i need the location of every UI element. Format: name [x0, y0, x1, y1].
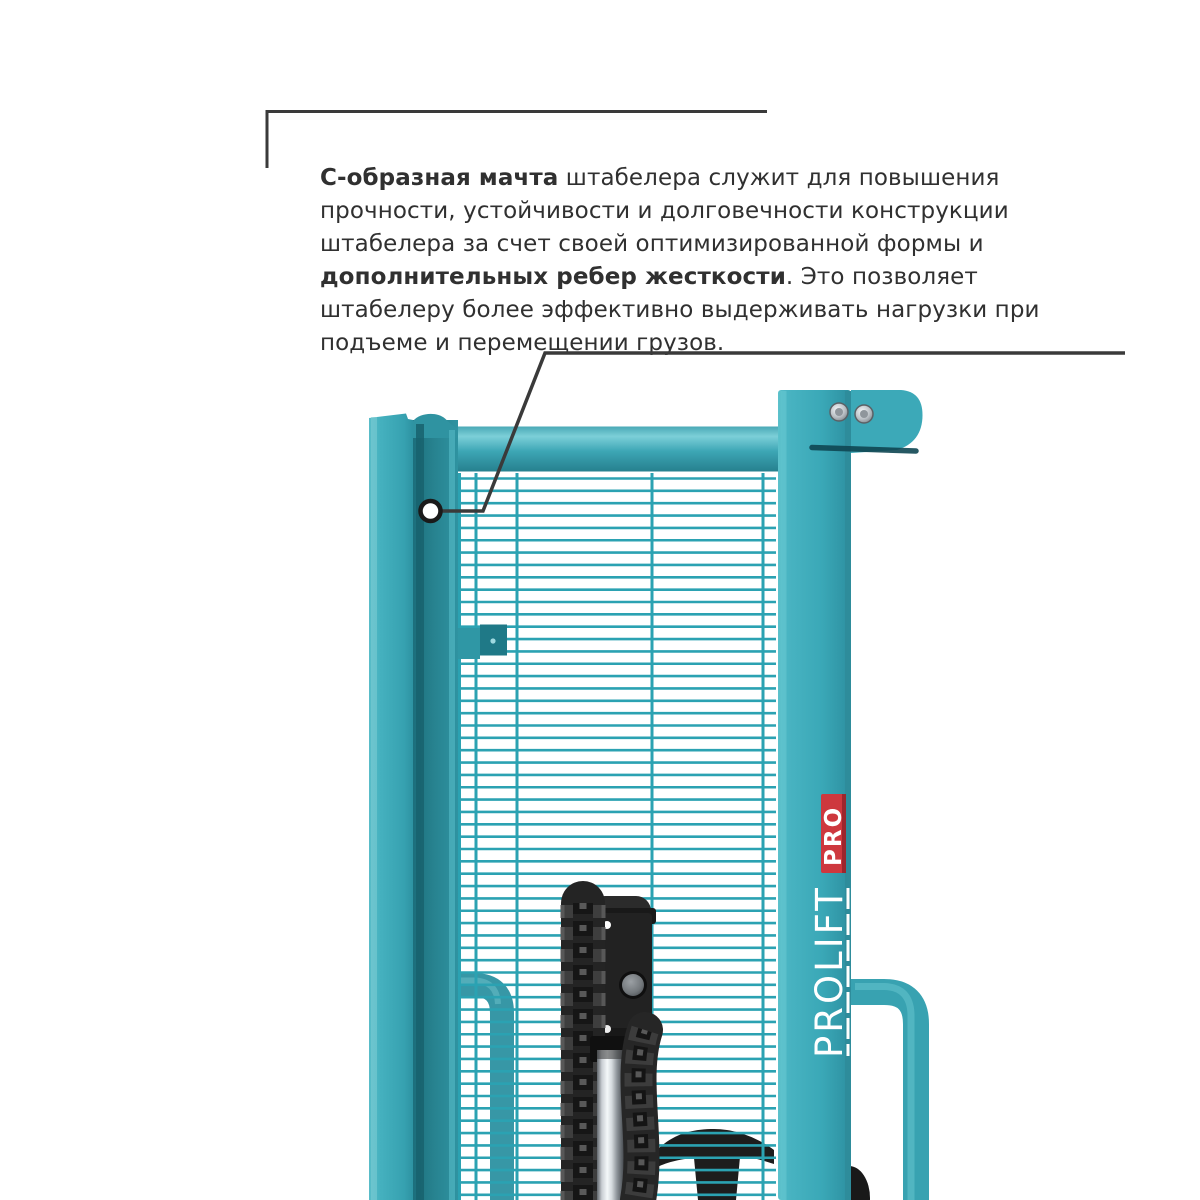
housing-pin-face — [622, 974, 644, 996]
right-handle — [851, 987, 916, 1200]
callout-marker — [421, 501, 441, 521]
text-corner-bracket — [267, 112, 767, 169]
feature-description: С-образная мачта штабелера служит для повышения прочности, устойчивости и долговечности конструкции штабелера за счет своей оптимизированной формы и дополнительных ребер жесткости. Это позволяет штабелеру более эффективно выдерживать нагрузки при подъеме и перемещении грузов. — [320, 165, 1040, 356]
pump-body — [655, 1129, 774, 1200]
series-badge-label: PRO — [821, 805, 847, 866]
brand-logo-text: PROLIFT — [808, 885, 851, 1058]
chain-right-strand — [638, 1030, 645, 1200]
right-column — [778, 390, 923, 1200]
lift-chain-assembly — [563, 903, 657, 1200]
left-mast — [369, 414, 458, 1200]
